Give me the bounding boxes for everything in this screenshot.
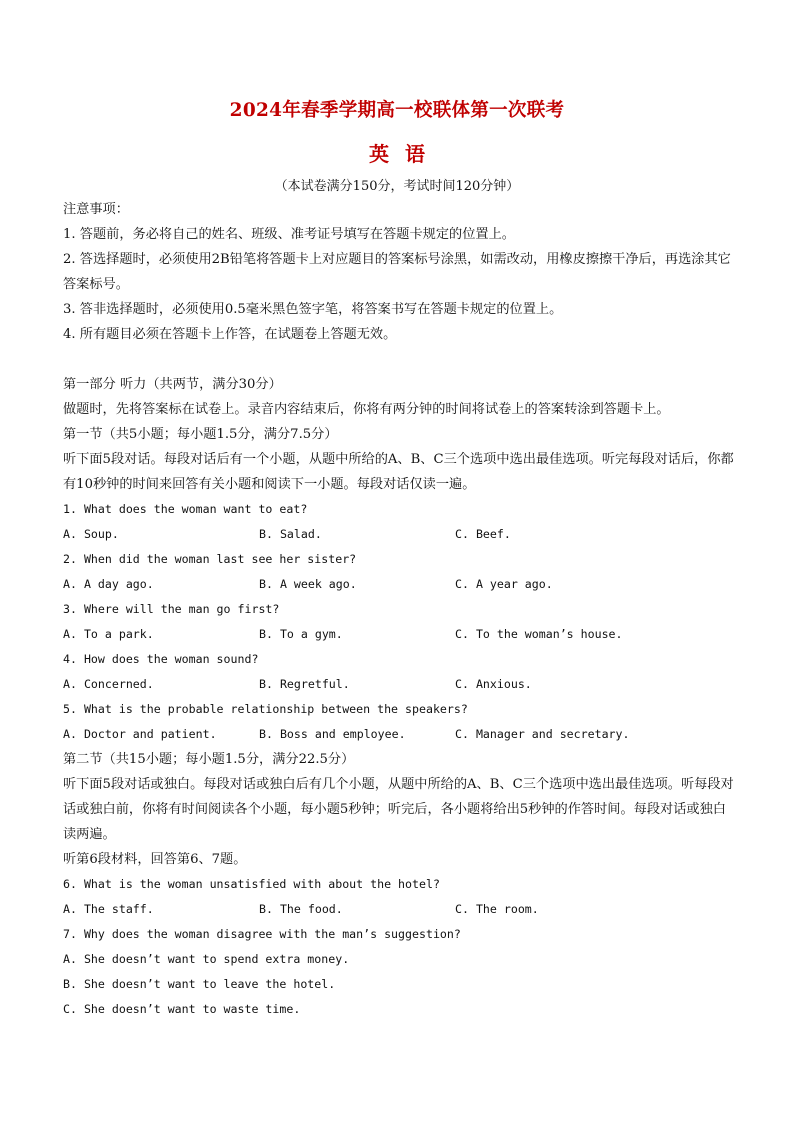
section1-heading: 第一节（共5小题；每小题1.5分，满分7.5分）: [63, 427, 338, 442]
exam-content: [63, 197, 735, 1022]
section1-instruction: 听下面5段对话。每段对话后有一个小题，从题中所给的A、B、C三个选项中选出最佳选项。听完每段对话后，你都有10秒钟的时间来回答有关小题和阅读下一小题。每段对话仅读一遍。: [63, 452, 734, 492]
question-options: [63, 722, 735, 747]
question-options: [63, 897, 735, 922]
score-info: （本试卷满分150分，考试时间120分钟）: [274, 179, 520, 194]
question-options: [63, 522, 735, 547]
notice-item: 4. 所有题目必须在答题卡上作答，在试题卷上答题无效。: [63, 327, 397, 342]
exam-title: 2024年春季学期高一校联体第一次联考: [229, 100, 565, 121]
option-c: C. Anxious.: [455, 677, 532, 691]
notice-heading: 注意事项：: [63, 202, 129, 217]
option-b: B. The food.: [259, 902, 343, 916]
section2-heading: 第二节（共15小题；每小题1.5分，满分22.5分）: [63, 752, 355, 767]
option-b: B. Boss and employee.: [259, 727, 406, 741]
option-b: B. To a gym.: [259, 627, 343, 641]
question-options: [63, 622, 735, 647]
question-options: [63, 572, 735, 597]
question-stem: 2. When did the woman last see her sister?: [63, 552, 357, 566]
option-a: A. The staff.: [63, 902, 154, 916]
question-stem: 3. Where will the man go first?: [63, 602, 280, 616]
option-a: A. Concerned.: [63, 677, 154, 691]
question-stem: 1. What does the woman want to eat?: [63, 502, 308, 516]
material-label: 听第6段材料，回答第6、7题。: [63, 852, 247, 867]
option-c: C. To the woman’s house.: [455, 627, 623, 641]
section2-instruction: 听下面5段对话或独白。每段对话或独白后有几个小题，从题中所给的A、B、C三个选项中选出最佳选项。听每段对话或独白前，你将有时间阅读各个小题，每小题5秒钟；听完后，各小题将给出5秒钟的作答时间。每段对话或独白读两遍。: [63, 777, 734, 842]
option-c: C. A year ago.: [455, 577, 553, 591]
option-a: A. Soup.: [63, 527, 119, 541]
option-c: C. She doesn’t want to waste time.: [63, 1002, 301, 1016]
question-stem: 5. What is the probable relationship between the speakers?: [63, 702, 468, 716]
subject-title: 英语: [369, 142, 441, 166]
option-b: B. Salad.: [259, 527, 322, 541]
option-a: A. She doesn’t want to spend extra money.: [63, 952, 350, 966]
question-stem: 7. Why does the woman disagree with the man’s suggestion?: [63, 927, 461, 941]
notice-item: 1. 答题前，务必将自己的姓名、班级、准考证号填写在答题卡规定的位置上。: [63, 227, 515, 242]
option-b: B. A week ago.: [259, 577, 357, 591]
option-a: A. A day ago.: [63, 577, 154, 591]
option-c: C. Beef.: [455, 527, 511, 541]
part1-instruction: 做题时，先将答案标在试卷上。录音内容结束后，你将有两分钟的时间将试卷上的答案转涂到答题卡上。: [63, 402, 670, 417]
option-b: B. She doesn’t want to leave the hotel.: [63, 977, 336, 991]
question-stem: 6. What is the woman unsatisfied with about the hotel?: [63, 877, 440, 891]
option-a: A. Doctor and patient.: [63, 727, 217, 741]
option-b: B. Regretful.: [259, 677, 350, 691]
option-c: C. Manager and secretary.: [455, 727, 630, 741]
part1-heading: 第一部分 听力（共两节，满分30分）: [63, 377, 282, 392]
question-options: [63, 672, 735, 697]
option-c: C. The room.: [455, 902, 539, 916]
question-stem: 4. How does the woman sound?: [63, 652, 259, 666]
notice-item: 3. 答非选择题时，必须使用0.5毫米黑色签字笔，将答案书写在答题卡规定的位置上。: [63, 302, 563, 317]
option-a: A. To a park.: [63, 627, 154, 641]
notice-item: 2. 答选择题时，必须使用2B铅笔将答题卡上对应题目的答案标号涂黑，如需改动，用橡皮擦擦干净后，再选涂其它答案标号。: [63, 252, 731, 292]
spacer: [63, 347, 735, 372]
